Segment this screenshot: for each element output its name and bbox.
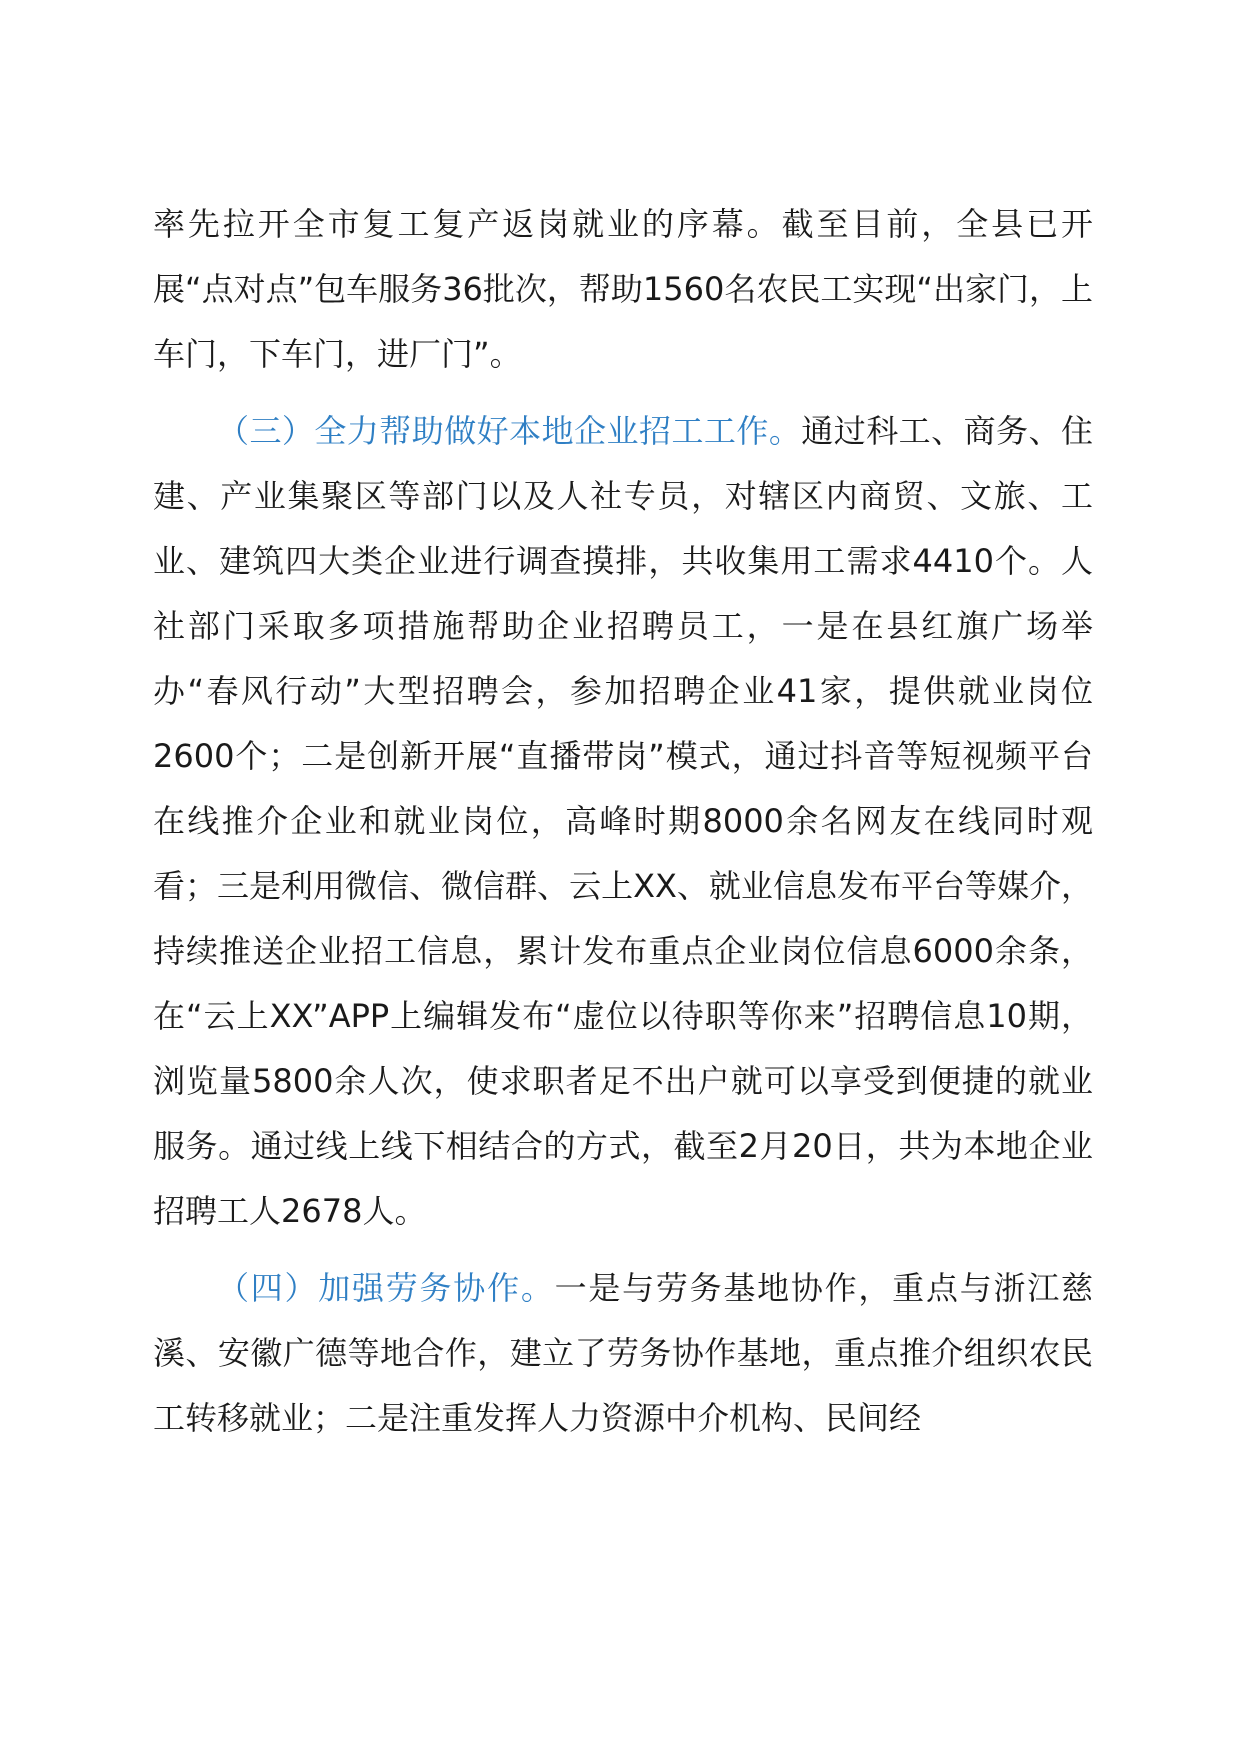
paragraph-3	[153, 1256, 1093, 1451]
paragraph-3-text: 一是与劳务基地协作，重点与浙江慈溪、安徽广德等地合作，建立了劳务协作基地，重点推介组织农民工转移就业；二是注重发挥人力资源中介机构、民间经	[153, 1269, 1093, 1437]
paragraph-2-heading: （三）全力帮助做好本地企业招工工作。	[217, 412, 802, 450]
paragraph-1	[153, 192, 1093, 387]
paragraph-1-text: 率先拉开全市复工复产返岗就业的序幕。截至目前，全县已开展“点对点”包车服务36批次，帮助1560名农民工实现“出家门，上车门，下车门，进厂门”。	[153, 205, 1093, 373]
paragraph-2	[153, 399, 1093, 1244]
paragraph-3-heading: （四）加强劳务协作。	[217, 1269, 555, 1307]
paragraph-2-text: 通过科工、商务、住建、产业集聚区等部门以及人社专员，对辖区内商贸、文旅、工业、建筑四大类企业进行调查摸排，共收集用工需求4410个。人社部门采取多项措施帮助企业招聘员工，一是在县红旗广场举办“春风行动”大型招聘会，参加招聘企业41家，提供就业岗位2600个；二是创新开展“直播带岗”模式，通过抖音等短视频平台在线推介企业和就业岗位，高峰时期8000余名网友在线同时观看；三是利用微信、微信群、云上XX、就业信息发布平台等媒介，持续推送企业招工信息，累计发布重点企业岗位信息6000余条，在“云上XX”APP上编辑发布“虚位以待职等你来”招聘信息10期，浏览量5800余人次，使求职者足不出户就可以享受到便捷的就业服务。通过线上线下相结合的方式，截至2月20日，共为本地企业招聘工人2678人。	[153, 412, 1093, 1230]
document-body	[153, 192, 1093, 1451]
